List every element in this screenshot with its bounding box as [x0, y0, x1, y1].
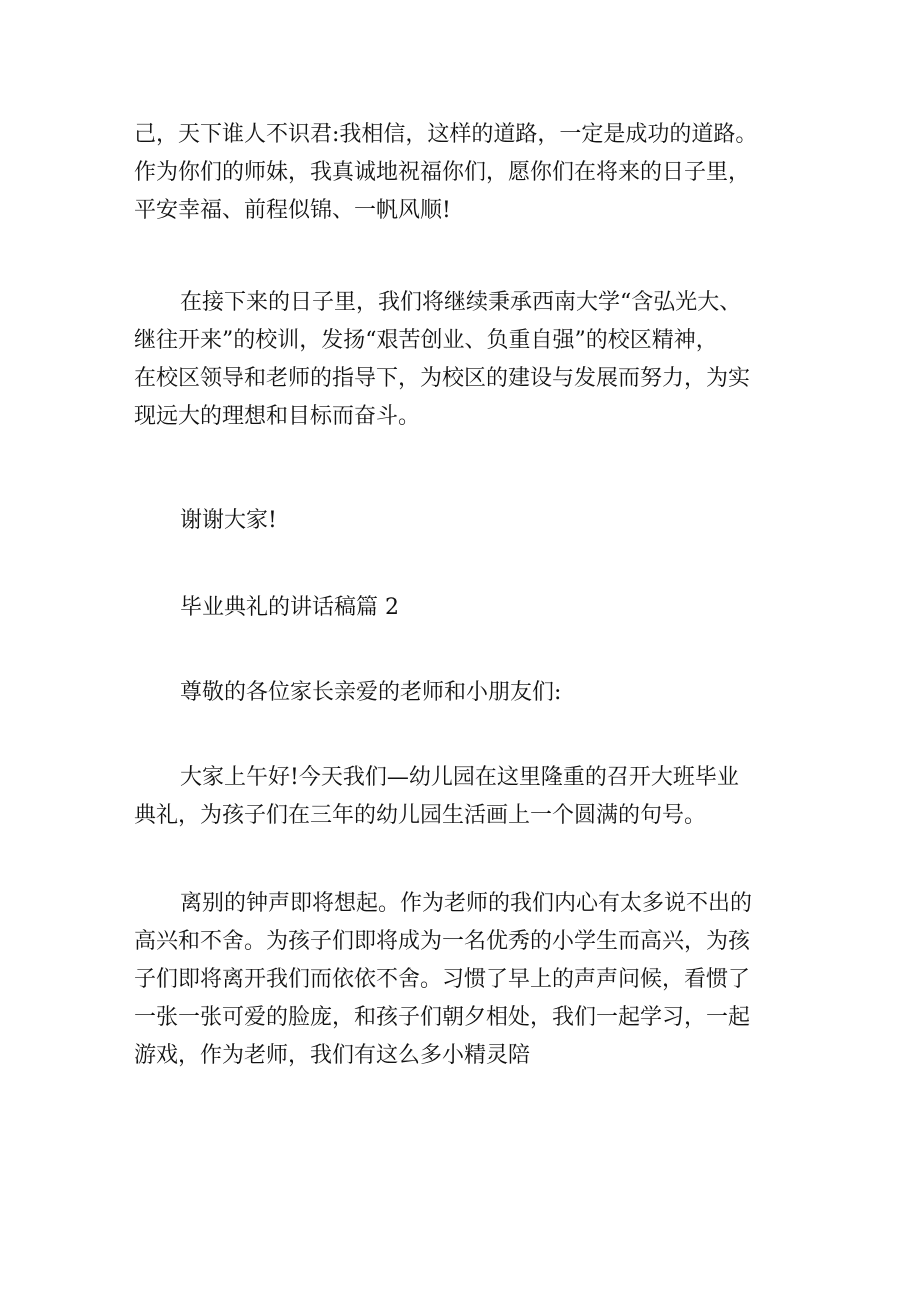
text-line: 己，天下谁人不识君:我相信，这样的道路，一定是成功的道路。 [134, 122, 758, 147]
text-line: 典礼，为孩子们在三年的幼儿园生活画上一个圆满的句号。 [134, 803, 707, 828]
section-heading: 毕业典礼的讲话稿篇 2 [180, 595, 399, 620]
text-line: 作为你们的师妹，我真诚地祝福你们，愿你们在将来的日子里， [134, 160, 751, 185]
text-line: 现远大的理想和目标而奋斗。 [134, 404, 421, 429]
text-line: 一张一张可爱的脸庞，和孩子们朝夕相处，我们一起学习，一起 [134, 1005, 751, 1030]
paragraph-closing-wishes [134, 116, 794, 230]
text-line: 继往开来”的校训，发扬“艰苦创业、负重自强”的校区精神， [134, 328, 718, 353]
text-line: 大家上午好!今天我们—幼儿园在这里隆重的召开大班毕业 [180, 765, 739, 790]
text-line: 平安幸福、前程似锦、一帆风顺! [134, 198, 451, 223]
text-line: 离别的钟声即将想起。作为老师的我们内心有太多说不出的 [180, 891, 753, 916]
paragraph-farewell [134, 885, 794, 1075]
text-line: 游戏，作为老师，我们有这么多小精灵陪 [134, 1043, 531, 1068]
text-line: 高兴和不舍。为孩子们即将成为一名优秀的小学生而高兴，为孩 [134, 929, 751, 954]
text-line: 在接下来的日子里，我们将继续秉承西南大学“含弘光大、 [180, 290, 742, 315]
salutation: 尊敬的各位家长亲爱的老师和小朋友们: [180, 680, 562, 705]
paragraph-school-motto [134, 284, 794, 436]
paragraph-greeting [134, 759, 794, 835]
thanks-line: 谢谢大家! [180, 508, 277, 533]
text-line: 子们即将离开我们而依依不舍。习惯了早上的声声问候，看惯了 [134, 967, 751, 992]
text-line: 在校区领导和老师的指导下，为校区的建设与发展而努力，为实 [134, 366, 751, 391]
